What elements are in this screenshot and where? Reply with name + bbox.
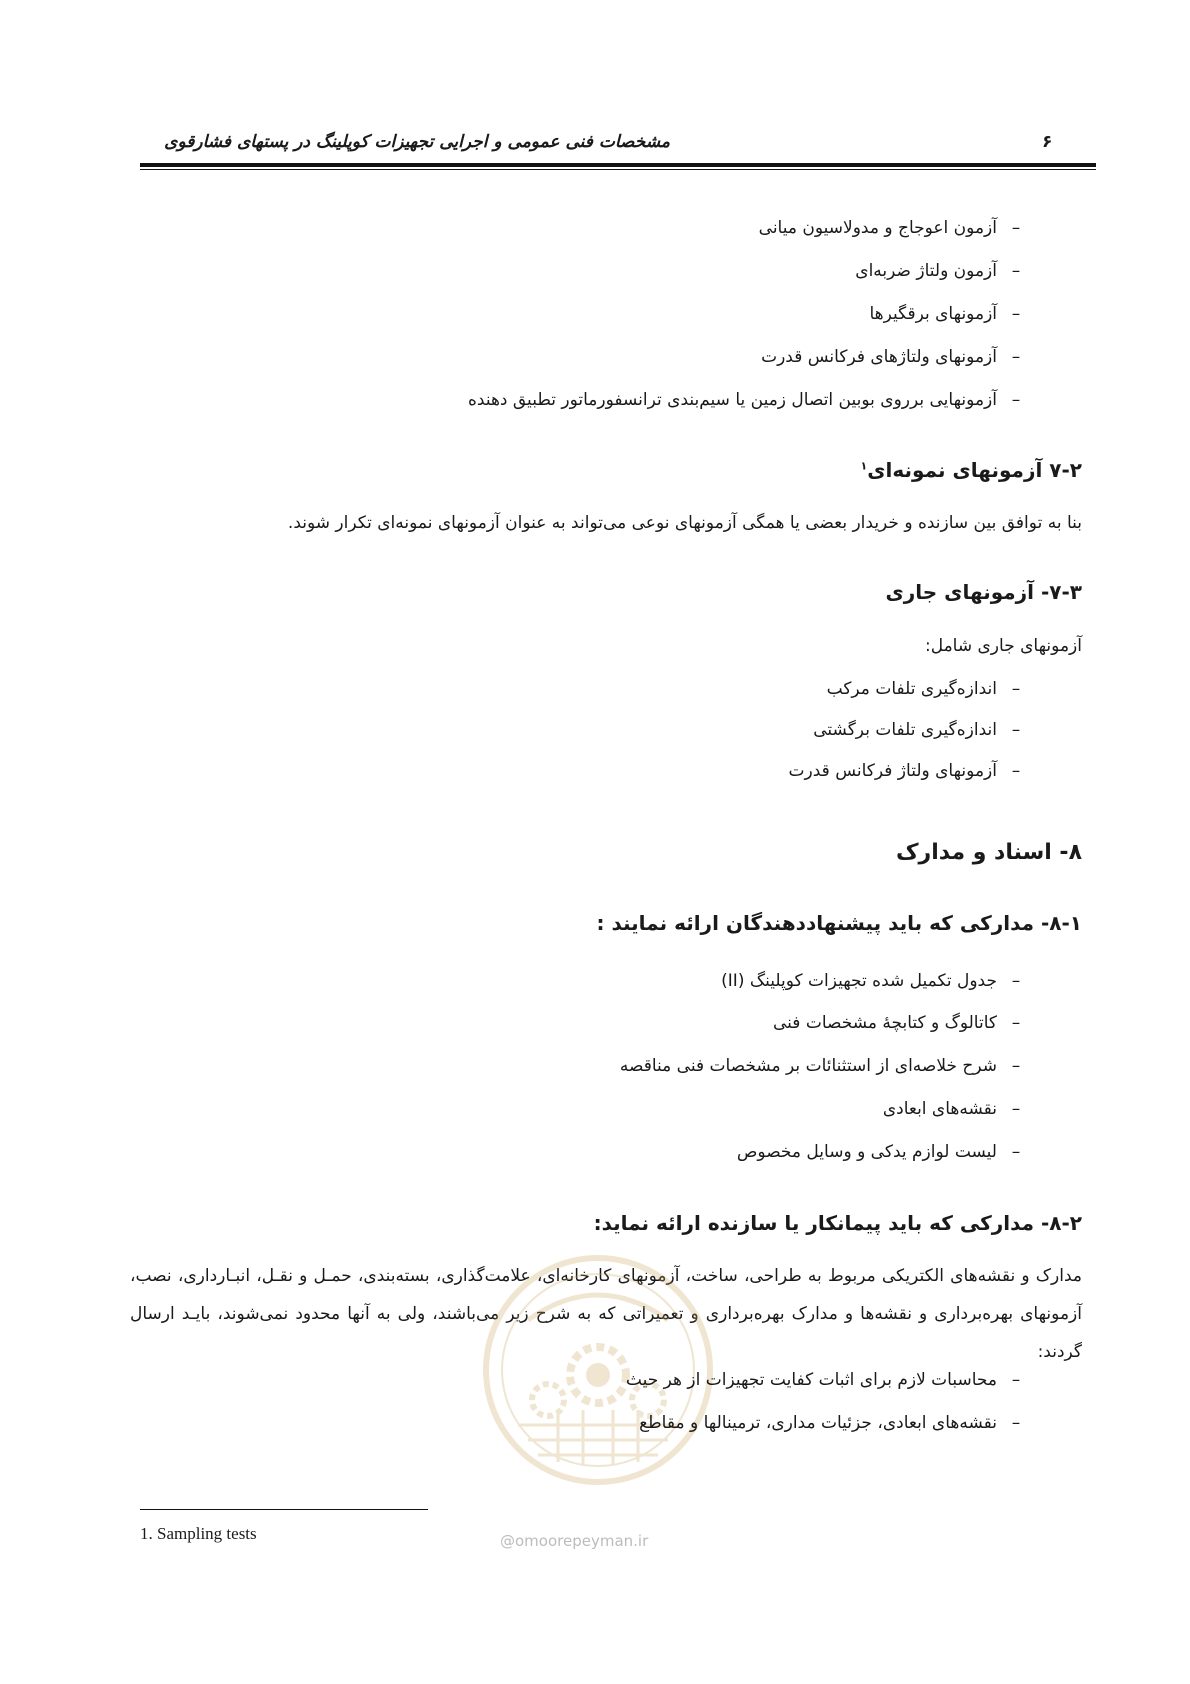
list-dash: – (1011, 261, 1021, 281)
list-item (869, 304, 1035, 324)
list-item (737, 1142, 1035, 1162)
list-dash: – (1011, 347, 1021, 367)
section-heading-8-2: ۸-۲- مدارکی که باید پیمانکار یا سازنده ارائه نماید: (593, 1211, 1082, 1235)
paragraph: بنا به توافق بین سازنده و خریدار بعضی یا همگی آزمونهای نوعی می‌تواند به عنوان آزمونهای نمونه‌ای تکرار شوند. (287, 513, 1082, 533)
list-item-text: آزمونهای ولتاژ فرکانس قدرت (788, 761, 997, 781)
list-dash: – (1011, 1413, 1021, 1433)
footnote-text: 1. Sampling tests (140, 1524, 257, 1543)
list-item-text: اندازه‌گیری تلفات مرکب (826, 679, 997, 699)
list-item-text: لیست لوازم یدکی و وسایل مخصوص (736, 1142, 997, 1162)
list-item-text: محاسبات لازم برای اثبات کفایت تجهیزات از هر حیث (625, 1370, 997, 1390)
list-item (759, 218, 1035, 238)
list-item (468, 390, 1035, 410)
list-item-text: جدول تکمیل شده تجهیزات کوپلینگ (II) (721, 971, 997, 991)
list-item-text: نقشه‌های ابعادی (882, 1099, 997, 1119)
list-item (773, 1013, 1035, 1033)
list-item-text: آزمونهای ولتاژهای فرکانس قدرت (761, 347, 997, 367)
heading-text: ۷-۲ آزمونهای نمونه‌ای (867, 458, 1082, 482)
list-item (626, 1370, 1035, 1390)
list-item-text: آزمونهایی برروی بوبین اتصال زمین یا سیم‌بندی ترانسفورماتور تطبیق دهنده (467, 390, 997, 410)
list-dash: – (1011, 1099, 1021, 1119)
watermark-url: @omoorepeyman.ir (500, 1532, 649, 1550)
list-item-text: نقشه‌های ابعادی، جزئیات مداری، ترمینالها و مقاطع (639, 1413, 997, 1433)
list-item (813, 720, 1035, 740)
list-dash: – (1011, 304, 1021, 324)
list-item-text: آزمون ولتاژ ضربه‌ای (855, 261, 997, 281)
list-item-text: شرح خلاصه‌ای از استثنائات بر مشخصات فنی مناقصه (619, 1056, 997, 1076)
list-dash: – (1011, 761, 1021, 781)
section-heading-8: ۸- اسناد و مدارک (896, 840, 1082, 865)
list-dash: – (1011, 679, 1021, 699)
list-item-text: آزمون اعوجاج و مدولاسیون میانی (758, 218, 997, 238)
list-dash: – (1011, 390, 1021, 410)
list-dash: – (1011, 720, 1021, 740)
page-number: ۶ (1042, 132, 1053, 152)
running-header-title: مشخصات فنی عمومی و اجرایی تجهیزات کوپلینگ در پستهای فشارقوی (164, 132, 670, 152)
list-dash: – (1011, 218, 1021, 238)
footnote-marker: ۱ (860, 459, 868, 473)
list-item (761, 347, 1035, 367)
list-item-text: آزمونهای برقگیرها (869, 304, 997, 324)
list-item-text: کاتالوگ و کتابچۀ مشخصات فنی (772, 1013, 997, 1033)
list-item (620, 1056, 1035, 1076)
list-dash: – (1011, 1142, 1021, 1162)
list-item (855, 261, 1035, 281)
list-intro: آزمونهای جاری شامل: (924, 636, 1082, 656)
list-dash: – (1011, 1056, 1021, 1076)
paragraph: مدارک و نقشه‌های الکتریکی مربوط به طراحی، ساخت، آزمونهای کارخانه‌ای، علامت‌گذاری، بسته‌بندی، حمـل و نقـل، انبـارداری، نصب، آزمونهای بهره‌برداری و نقشه‌ها و مدارک بهره‌برداری و تعمیراتی که به شرح زیر می‌باشند، ولی به آنها محدود نمی‌شوند، بایـد ارسال گردند: (130, 1266, 1082, 1362)
section-heading-8-1: ۸-۱- مدارکی که باید پیشنهاددهندگان ارائه نمایند : (596, 911, 1082, 935)
section-heading-7-3: ۷-۳- آزمونهای جاری (885, 580, 1082, 604)
list-item (827, 679, 1035, 699)
section-heading-7-2 (861, 458, 1083, 482)
header-rule-thin (140, 169, 1096, 170)
footnote-rule (140, 1509, 428, 1510)
list-dash: – (1011, 1013, 1021, 1033)
list-item (883, 1099, 1035, 1119)
list-dash: – (1011, 971, 1021, 991)
list-item (789, 761, 1035, 781)
header-rule-thick (140, 163, 1096, 167)
list-item-text: اندازه‌گیری تلفات برگشتی (813, 720, 997, 740)
list-dash: – (1011, 1370, 1021, 1390)
list-item (721, 971, 1035, 991)
list-item (639, 1413, 1035, 1433)
